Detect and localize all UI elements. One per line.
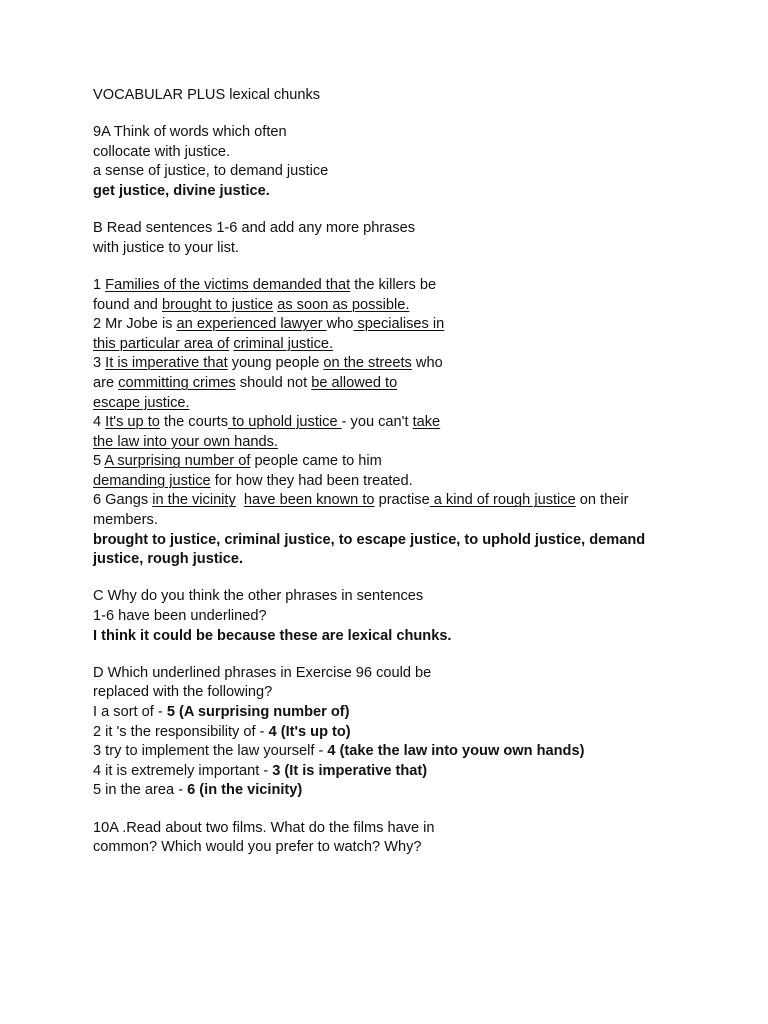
item-question: I a sort of - (93, 704, 167, 720)
sentence-text (236, 492, 244, 508)
item-question: 3 try to implement the law yourself - (93, 743, 328, 760)
sentence-text: on their (575, 492, 629, 509)
sentence-5-line-1 (93, 452, 683, 472)
underlined-phrase: to uphold justice (228, 414, 342, 431)
underlined-phrase: brought to justice (161, 296, 274, 313)
worksheet-page (93, 86, 683, 858)
sentence-1-line-1 (93, 276, 683, 296)
exercise-9a (93, 123, 683, 201)
underlined-phrase: have been known to (243, 492, 375, 509)
exercise-9d (93, 664, 683, 801)
sentence-text: found and (93, 296, 162, 313)
exercise-9c-prompt-line-1: C Why do you think the other phrases in sentences (93, 588, 424, 605)
exercise-9d-item (93, 762, 683, 782)
sentence-number: 5 (93, 453, 105, 470)
underlined-phrase: on the streets (323, 355, 412, 372)
exercise-9c (93, 587, 683, 646)
underlined-phrase: in the vicinity (152, 492, 236, 509)
sentence-text: - you can't (341, 414, 413, 431)
underlined-phrase: this particular area of (93, 335, 230, 352)
exercise-9c-prompt-line-2: 1-6 have been underlined? (93, 608, 267, 625)
sentence-number: 3 (93, 355, 106, 372)
sentence-text: should not (235, 374, 312, 391)
worksheet-title: VOCABULAR PLUS lexical chunks (93, 87, 321, 103)
underlined-phrase: escape justice. (93, 394, 190, 411)
item-answer: 6 (in the vicinity) (187, 782, 303, 799)
underlined-phrase: It is imperative that (105, 355, 228, 372)
sentence-3-line-1 (93, 354, 683, 374)
exercise-9b-answer-line-2: justice, rough justice. (93, 551, 244, 568)
sentence-number: 2 Mr Jobe is (93, 316, 177, 333)
underlined-phrase: A surprising number of (104, 453, 251, 470)
sentence-3-line-3 (93, 394, 683, 414)
item-answer: 3 (It is imperative that) (272, 762, 428, 779)
sentence-number: 4 (93, 414, 106, 431)
exercise-10a-prompt-line-2: common? Which would you prefer to watch? Why? (93, 839, 422, 856)
sentence-text: people came to him (250, 453, 382, 470)
exercise-9b-prompt-line-2: with justice to your list. (93, 239, 239, 256)
underlined-phrase: an experienced lawyer (176, 316, 327, 333)
item-question: 2 it 's the responsibility of - (93, 723, 269, 740)
exercise-9a-prompt-line-1: 9A Think of words which often (93, 124, 287, 141)
exercise-9a-answer: get justice, divine justice. (93, 182, 270, 199)
sentence-2-line-1 (93, 315, 683, 335)
item-answer: 5 (A surprising number of) (166, 704, 350, 720)
sentence-6-line-2: members. (93, 512, 158, 529)
item-question: 4 it is extremely important - (93, 762, 273, 779)
underlined-phrase: It's up to (105, 414, 160, 431)
exercise-9d-item (93, 703, 683, 723)
exercise-9d-item (93, 723, 683, 743)
sentence-text: who (411, 355, 443, 372)
exercise-9d-prompt-line-2: replaced with the following? (93, 684, 273, 701)
exercise-9a-example: a sense of justice, to demand justice (93, 163, 329, 180)
exercise-9b-prompt-line-1: B Read sentences 1-6 and add any more phrases (93, 220, 416, 237)
sentence-6-line-1 (93, 491, 683, 511)
exercise-9a-prompt-line-2: collocate with justice. (93, 143, 231, 160)
sentence-text: who (326, 316, 354, 333)
underlined-phrase: as soon as possible. (277, 296, 410, 313)
item-question: 5 in the area - (93, 782, 188, 799)
underlined-phrase: criminal justice. (233, 335, 334, 352)
underlined-phrase: committing crimes (118, 374, 236, 391)
exercise-9d-item (93, 781, 683, 801)
exercise-9d-prompt-line-1: D Which underlined phrases in Exercise 96 could be (93, 664, 432, 681)
sentence-3-line-2 (93, 374, 683, 394)
sentence-text: the killers be (350, 276, 437, 293)
underlined-phrase: specialises in (353, 316, 445, 333)
underlined-phrase: the law into your own hands. (93, 433, 278, 450)
exercise-9b (93, 219, 683, 570)
sentence-number: 6 Gangs (93, 492, 153, 509)
sentence-4-line-2 (93, 433, 683, 453)
exercise-9d-item (93, 742, 683, 762)
underlined-phrase: Families of the victims demanded that (105, 276, 351, 293)
sentence-text: the courts (159, 414, 229, 431)
exercise-9b-answer-line-1: brought to justice, criminal justice, to escape justice, to uphold justice, demand (93, 531, 646, 548)
sentence-text: for how they had been treated. (210, 472, 413, 489)
sentence-4-line-1 (93, 413, 683, 433)
item-answer: 4 (It's up to) (268, 723, 351, 740)
exercise-10a (93, 819, 683, 858)
sentence-text: are (93, 374, 119, 391)
sentence-5-line-2 (93, 472, 683, 492)
underlined-phrase: be allowed to (311, 374, 398, 391)
sentence-2-line-2 (93, 335, 683, 355)
underlined-phrase: a kind of rough justice (429, 492, 576, 509)
sentence-text: young people (227, 355, 324, 372)
exercise-9c-answer: I think it could be because these are lexical chunks. (93, 627, 452, 644)
item-answer: 4 (take the law into youw own hands) (327, 743, 585, 760)
exercise-10a-prompt-line-1: 10A .Read about two films. What do the films have in (93, 819, 435, 836)
sentence-number: 1 (93, 276, 106, 293)
sentence-1-line-2 (93, 296, 683, 316)
sentence-text: practise (374, 492, 430, 509)
underlined-phrase: take (412, 414, 441, 431)
underlined-phrase: demanding justice (93, 472, 211, 489)
